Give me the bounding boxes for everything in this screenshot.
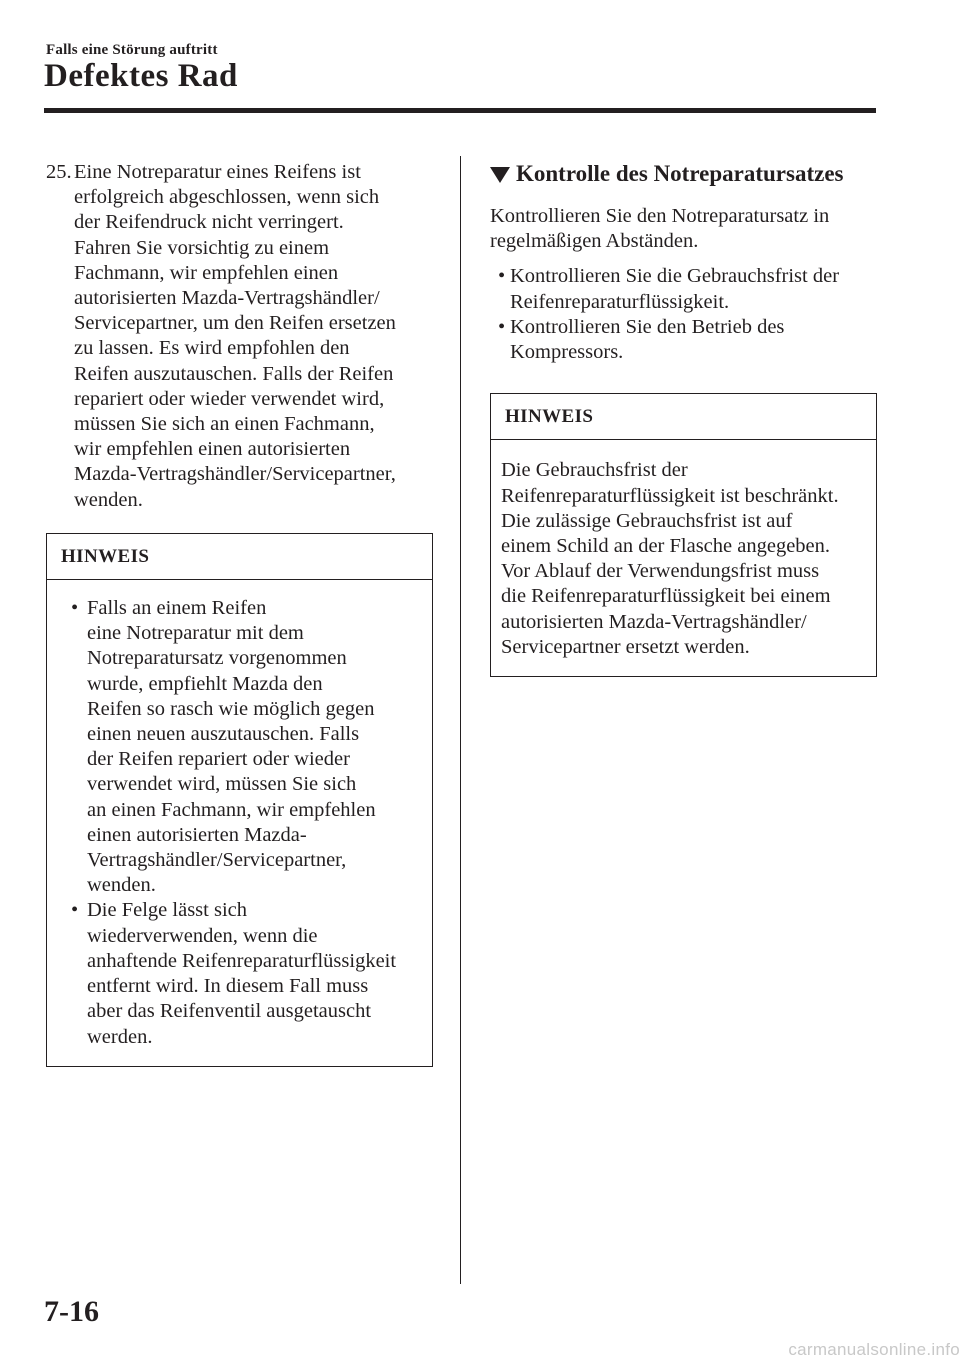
note-box xyxy=(490,393,877,677)
list-item-text: Kontrollieren Sie den Betrieb des Kompressors. xyxy=(510,315,785,364)
right-column xyxy=(490,160,878,677)
bullet-icon: • xyxy=(498,265,506,288)
note-bullet-text: Die Felge lässt sich wiederverwenden, wenn die anhaftende Reifenreparaturflüssigkeit entfernt wird. In diesem Fall muss aber das Reifenventil ausgetauscht werden. xyxy=(87,899,397,1048)
intro-paragraph: Kontrollieren Sie den Notreparatursatz in regelmäßigen Abständen. xyxy=(490,205,830,253)
note-text: Die Gebrauchsfrist der Reifenreparaturflüssigkeit ist beschränkt. Die zulässige Gebrauchsfrist ist auf einem Schild an der Flasche angegeben. Vor Ablauf der Verwendungsfrist muss die Reifenreparaturflüssigkeit bei einem autorisierten Mazda-Vertragshändler/ Servicepartner ersetzt werden. xyxy=(501,459,839,658)
list-item xyxy=(490,315,878,365)
note-bullet xyxy=(63,596,422,898)
bullet-icon: • xyxy=(498,315,506,338)
left-column xyxy=(46,160,434,1067)
column-divider xyxy=(460,156,461,1284)
bullet-icon: • xyxy=(71,899,79,922)
section-heading-text: Kontrolle des Notreparatursatzes xyxy=(516,161,844,186)
note-body xyxy=(47,580,432,1066)
step-item xyxy=(46,160,434,513)
note-label: HINWEIS xyxy=(47,534,432,580)
list-item-text: Kontrollieren Sie die Gebrauchsfrist der Reifenreparaturflüssigkeit. xyxy=(510,265,840,313)
note-label: HINWEIS xyxy=(491,394,876,440)
watermark: carmanualsonline.info xyxy=(788,1340,960,1359)
list-item xyxy=(490,264,878,314)
step-text: Eine Notreparatur eines Reifens ist erfolgreich abgeschlossen, wenn sich der Reifendruck nicht verringert. Fahren Sie vorsichtig zu einem Fachmann, wir empfehlen einen autorisierten Mazda-Vertragshändler/ Servicepartner, um den Reifen ersetzen zu lassen. Es wird empfohlen den Reifen auszutauschen. Falls der Reifen repariert oder wieder verwendet wird, müssen Sie sich an einen Fachmann, wir empfehlen einen autorisierten Mazda-Vertragshändler/Servicepartner, wenden. xyxy=(74,161,396,511)
bullet-icon: • xyxy=(71,597,79,620)
title-rule xyxy=(44,108,876,113)
page-number: 7-16 xyxy=(44,1295,99,1328)
section-label: Falls eine Störung auftritt xyxy=(46,42,218,58)
note-box xyxy=(46,533,433,1067)
page-title: Defektes Rad xyxy=(44,58,238,94)
triangle-down-icon xyxy=(490,167,510,183)
section-heading xyxy=(490,160,878,188)
note-bullet xyxy=(63,898,422,1049)
step-number: 25. xyxy=(46,161,72,183)
note-bullet-text: Falls an einem Reifen eine Notreparatur mit dem Notreparatursatz vorgenommen wurde, empfiehlt Mazda den Reifen so rasch wie möglich gegen einen neuen auszutauschen. Falls der Reifen repariert oder wieder verwendet wird, müssen Sie sich an einen Fachmann, wir empfehlen einen autorisierten Mazda- Vertragshändler/Servicepartner, wenden. xyxy=(87,597,376,897)
